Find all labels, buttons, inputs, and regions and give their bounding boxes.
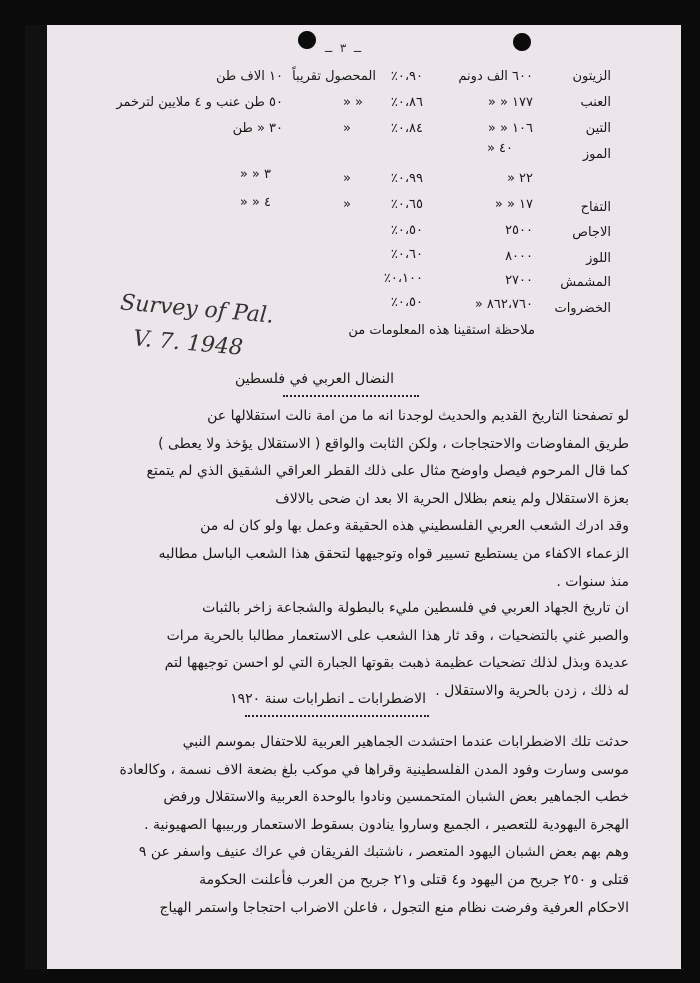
text-line: الهجرة اليهودية للتعصير ، الجميع وساروا ينادون بسقوط الاستعمار وربيبها الصهيونية . [144,816,629,833]
left-black-band [25,25,47,969]
text-line: حدثت تلك الاضطرابات عندما احتشدت الجماهير العربية للاحتفال بموسم النبي [182,734,629,750]
text-line: عديدة وبذل لذلك تضحيات عظيمة ذهبت بقوتها الجبارة التي لو احسن توجيهها لتم [164,655,629,672]
text-line: بعزة الاستقلال ولم ينعم بظلال الحرية الا بعد ان ضحى بالالاف [275,490,629,507]
paragraph [69,729,629,922]
crop-name: الزيتون [572,69,611,84]
crop-area: ١٧ « « [494,197,533,212]
crop-area: ١٠٦ « « [487,121,533,136]
heading-underline [283,395,419,397]
text-line: ان تاريخ الجهاد العربي في فلسطين مليء بالبطولة والشجاعة زاخر بالثبات [202,600,629,616]
crop-yield-label: المحصول تقريباً [292,69,376,84]
crop-percent: ٠،١٠٠٪ [383,271,423,286]
punch-hole-right [513,33,531,51]
crop-percent: ٠،٥٠٪ [390,223,423,238]
heading-underline [245,715,429,717]
text-line: له ذلك ، زدن بالحرية والاستقلال . [435,682,629,699]
crop-yield-label: « « [342,95,363,110]
crop-name: الخضروات [554,301,611,316]
crop-yield: ٥٠ طن عنب و ٤ ملايين لترخمر [116,95,283,110]
crop-yield: ٣٠ « طن [232,121,283,136]
document-page [25,25,681,969]
crop-name: الاجاص [572,225,611,240]
crop-area: ٢٥٠٠ [505,223,533,238]
text-line: طريق المفاوضات والاحتجاجات ، ولكن الثابت والواقع ( الاستقلال يؤخذ ولا يعطى ) [158,435,629,452]
crop-percent: ٠،٨٤٪ [390,121,423,136]
section-heading: الاضطرابات ـ انطرابات سنة ١٩٢٠ [230,691,426,707]
crop-yield: ١٠ الاف طن [216,69,283,84]
crop-name: التين [585,121,611,136]
crop-area: ٨٠٠٠ [505,249,533,264]
text-line: وهم بهم بعض الشبان اليهود المتعصر ، ناشتبك الفريقان في عراك عنيف واسفر عن ٩ [138,844,629,861]
crop-area: ٤٠ « [486,141,513,156]
crop-percent: ٠،٦٥٪ [390,197,423,212]
text-line: قتلى و ٢٥٠ جريح من اليهود و٤ قتلى و٢١ جريح من العرب فأعلنت الحكومة [199,871,629,888]
crop-area: ٢٧٠٠ [505,273,533,288]
handwritten-annotation-line2: V. 7. 1948 [132,326,244,361]
text-line: والصبر غني بالتضحيات ، وقد ثار هذا الشعب على الاستعمار مطالبا بالحرية مرات [166,627,629,644]
crop-name: المشمش [560,275,611,290]
text-line: وقد ادرك الشعب العربي الفلسطيني هذه الحقيقة وعمل بها ولو كان له من [200,518,629,535]
text-line: موسى وسارت وفود المدن الفلسطينية وقراها في موكب بلغ بضعة الاف نسمة ، وكالعادة [119,761,629,778]
crop-yield: ٤ « « [239,195,271,210]
text-line: كما قال المرحوم فيصل واوضح مثال على ذلك القطر العراقي الشقيق الذي لم يتمتع [146,463,629,480]
text-line: الزعماء الاكفاء من يستطيع تسيير قواه وتوجيهها لتحقق هذا الشعب الباسل مطالبه [158,545,629,562]
crop-percent: ٠،٨٦٪ [390,95,423,110]
crop-percent: ٠،٩٠٪ [390,69,423,84]
crop-percent: ٠،٥٠٪ [390,295,423,310]
handwritten-annotation-line1: Survey of Pal. [119,290,275,329]
crop-yield-label: « [343,197,351,212]
crop-area: ٢٢ « [506,171,533,186]
source-note: ملاحظة استقينا هذه المعلومات من [348,323,535,338]
crop-yield-label: « [343,171,351,186]
punch-hole-left [298,31,316,49]
crop-percent: ٠،٩٩٪ [390,171,423,186]
crop-area: ٦٠٠ الف دونم [458,69,533,84]
crop-area: ١٧٧ « « [487,95,533,110]
crop-area: ٨٦٢،٧٦٠ « [474,297,533,312]
crop-name: الموز [582,147,611,162]
crop-yield-label: « [343,121,351,136]
paragraph [69,595,629,705]
section-heading: النضال العربي في فلسطين [234,371,394,387]
crop-yield: ٣ « « [239,167,271,182]
crop-name: اللوز [586,251,611,266]
crop-percent: ٠،٦٠٪ [390,247,423,262]
crop-name: العنب [580,95,611,110]
text-line: الاحكام العرفية وفرضت نظام منع التجول ، فاعلن الاضراب احتجاجا واستمر الهياج [159,899,629,916]
page-number: ـ ٣ ـ [325,41,362,55]
text-line: منذ سنوات . [556,573,629,590]
paragraph [69,403,629,596]
crop-name: التفاح [580,200,611,215]
text-line: خطب الجماهير بعض الشبان المتحمسين ونادوا بالوحدة العربية والاستقلال ورفض [163,789,629,806]
text-line: لو تصفحنا التاريخ القديم والحديث لوجدنا انه ما من امة نالت استقلالها عن [207,408,629,424]
